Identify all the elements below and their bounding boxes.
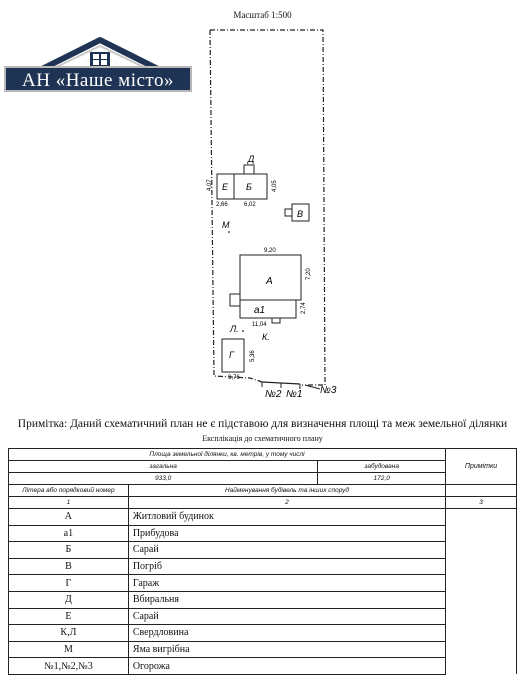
explication-title: Експлікація до схематичного плану <box>202 434 323 443</box>
plan-note: Примітка: Даний схематичний план не є підставою для визначення площі та меж земельної ділянки <box>17 418 508 430</box>
total-label: загальна <box>9 461 318 473</box>
table-row: Е Сарай <box>9 608 517 625</box>
dim-a-h: 7,20 <box>306 268 312 280</box>
table-row: а1 Прибудова <box>9 525 517 542</box>
label-g: Г <box>229 350 234 360</box>
table-row: В Погріб <box>9 558 517 575</box>
col-num-2: 2 <box>128 497 445 509</box>
building-a1 <box>240 300 296 318</box>
label-fence-2: №2 <box>265 389 282 400</box>
dim-g-w: 3,76 <box>228 375 240 381</box>
table-row: К,Л Свердловина <box>9 625 517 642</box>
table-row: Г Гараж <box>9 575 517 592</box>
table-row: №1,№2,№3 Огорожа <box>9 658 517 675</box>
built-label: забудована <box>318 461 446 473</box>
table-row: А Житловий будинок <box>9 509 517 526</box>
building-a1-porch <box>230 294 240 306</box>
dim-g-h: 5,36 <box>250 350 256 362</box>
area-header: Площа земельної ділянки, кв. метрів, у тому числі <box>9 449 446 461</box>
explication-table <box>8 448 517 675</box>
table-row: М Яма вигрібна <box>9 641 517 658</box>
dim-a1-h: 2,74 <box>301 302 307 314</box>
table-row: Д Вбиральня <box>9 591 517 608</box>
building-d <box>244 165 254 174</box>
col-num-3: 3 <box>446 497 517 509</box>
label-d: Д <box>248 154 255 164</box>
label-b: Б <box>246 182 252 192</box>
label-m: М <box>222 220 230 230</box>
dim-e-w: 2,66 <box>216 202 228 208</box>
label-e: Е <box>222 182 229 192</box>
built-value: 172,0 <box>318 473 446 485</box>
label-v: В <box>297 209 304 219</box>
dim-a1-w: 11,04 <box>252 322 267 328</box>
table-row: Б Сарай <box>9 542 517 559</box>
notes-header: Примітки <box>446 449 517 485</box>
col1-header: Літера або порядковий номер <box>9 485 129 497</box>
col-num-1: 1 <box>9 497 129 509</box>
logo-text: АН «Наше місто» <box>4 66 192 92</box>
dim-a-w: 9,20 <box>264 248 276 254</box>
dim-b-w: 6,02 <box>244 202 256 208</box>
dim-b-h: 4,05 <box>272 180 278 192</box>
label-k: К. <box>262 332 270 342</box>
col2-header: Найменування будівель та інших споруд <box>128 485 445 497</box>
scale-label: Масштаб 1:500 <box>233 10 292 20</box>
dim-e-h: 4,07 <box>207 179 213 191</box>
building-v-entry <box>285 209 292 216</box>
total-value: 933,0 <box>9 473 318 485</box>
label-l: Л. <box>230 324 239 334</box>
label-a1: а1 <box>254 305 266 316</box>
label-fence-1: №1 <box>286 389 303 400</box>
label-a: А <box>266 276 273 287</box>
label-fence-3: №3 <box>320 385 337 396</box>
